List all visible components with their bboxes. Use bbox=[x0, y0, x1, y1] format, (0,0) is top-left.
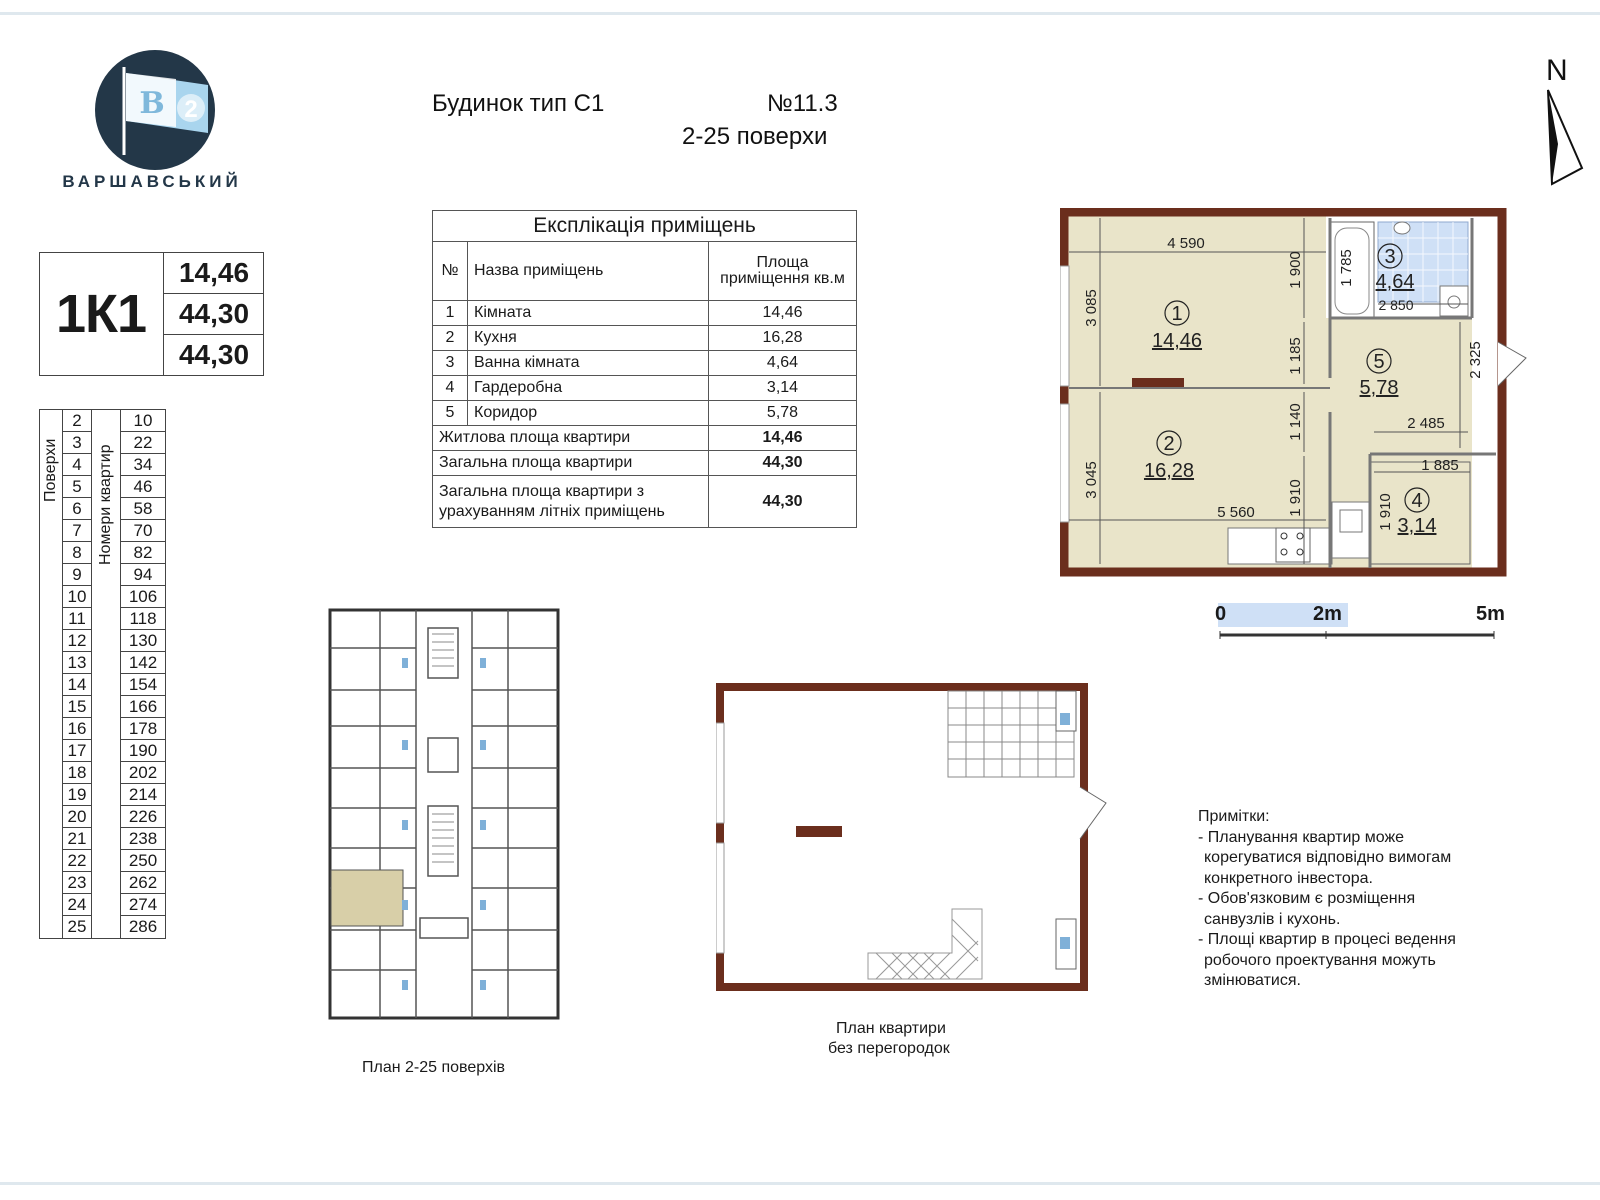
room-area: 16,28 bbox=[709, 326, 857, 351]
note-line: - Обов'язковим є розміщення bbox=[1198, 890, 1416, 907]
room-name: Кухня bbox=[468, 326, 709, 351]
summer-area-value: 44,30 bbox=[709, 476, 857, 528]
apartment-code: 1К1 bbox=[55, 284, 147, 344]
floor-number: 25 bbox=[67, 916, 87, 936]
room-3-number: 3 bbox=[1384, 246, 1396, 268]
apartments-label: Номери квартир bbox=[97, 444, 114, 565]
room-area: 14,46 bbox=[709, 301, 857, 326]
building-type: Будинок тип С1 bbox=[432, 90, 605, 117]
floor-number: 6 bbox=[63, 498, 91, 520]
summer-area-label: Загальна площа квартири з урахуванням літніх приміщень bbox=[433, 476, 709, 528]
floor-number: 9 bbox=[63, 564, 91, 586]
north-label: N bbox=[1546, 54, 1568, 87]
floor-number: 11 bbox=[63, 608, 91, 630]
scale-label-2m: 2m bbox=[1313, 603, 1342, 625]
dim-text: 1 910 bbox=[1377, 493, 1394, 531]
open-plan bbox=[716, 683, 1116, 993]
room-area: 4,64 bbox=[709, 351, 857, 376]
apartment-plan bbox=[1060, 208, 1540, 578]
dim-text: 5 560 bbox=[1217, 504, 1255, 521]
col-no-header: № bbox=[433, 242, 468, 301]
floor-number: 23 bbox=[63, 872, 91, 894]
apartment-number: 190 bbox=[121, 740, 165, 762]
summary-summer-area: 44,30 bbox=[178, 339, 250, 370]
living-area-value: 14,46 bbox=[709, 426, 857, 451]
notes bbox=[1198, 807, 1578, 992]
total-area-label: Загальна площа квартири bbox=[433, 451, 709, 476]
apartments-label-column bbox=[92, 410, 121, 938]
apartment-number: 58 bbox=[121, 498, 165, 520]
floor-number: 7 bbox=[63, 520, 91, 542]
floor-number: 18 bbox=[63, 762, 91, 784]
dim-text: 1 785 bbox=[1338, 249, 1355, 287]
apartment-number: 238 bbox=[121, 828, 165, 850]
scale-label-0: 0 bbox=[1215, 603, 1227, 625]
floor-number: 10 bbox=[63, 586, 91, 608]
floors-table bbox=[39, 409, 166, 939]
total-area-value: 44,30 bbox=[709, 451, 857, 476]
floor-number: 8 bbox=[63, 542, 91, 564]
apartment-number: 106 bbox=[121, 586, 165, 608]
room-5-number: 5 bbox=[1373, 351, 1385, 373]
floor-number: 17 bbox=[63, 740, 91, 762]
room-5-area: 5,78 bbox=[1359, 377, 1399, 399]
summary-values bbox=[163, 253, 264, 375]
floor-number: 22 bbox=[63, 850, 91, 872]
dim-text: 2 485 bbox=[1407, 415, 1445, 432]
dim-text: 2 325 bbox=[1467, 341, 1484, 379]
apartment-number: 130 bbox=[121, 630, 165, 652]
room-4-number: 4 bbox=[1411, 490, 1423, 512]
logo bbox=[90, 45, 220, 175]
dim-text: 1 900 bbox=[1287, 251, 1304, 289]
dim-text: 4 590 bbox=[1167, 235, 1205, 252]
scale-label-5m: 5m bbox=[1476, 603, 1505, 625]
floor-number: 16 bbox=[63, 718, 91, 740]
floor-number: 12 bbox=[63, 630, 91, 652]
col-area-header: Площа приміщення кв.м bbox=[709, 242, 857, 301]
col-name-header: Назва приміщень bbox=[468, 242, 709, 301]
compass bbox=[1538, 48, 1588, 188]
bottom-frame-line bbox=[0, 1182, 1600, 1185]
dim-text: 1 140 bbox=[1287, 403, 1304, 441]
apartment-number: 274 bbox=[121, 894, 165, 916]
apartment-number: 22 bbox=[121, 432, 165, 454]
room-name: Гардеробна bbox=[468, 376, 709, 401]
apartment-number: 226 bbox=[121, 806, 165, 828]
floor-number: 20 bbox=[63, 806, 91, 828]
dim-text: 3 085 bbox=[1083, 289, 1100, 327]
apartment-number: 250 bbox=[121, 850, 165, 872]
floor-number: 15 bbox=[63, 696, 91, 718]
room-no: 3 bbox=[433, 351, 468, 376]
note-line: конкретного інвестора. bbox=[1204, 869, 1373, 887]
room-no: 2 bbox=[433, 326, 468, 351]
open-plan-caption-1: План квартири bbox=[836, 1020, 946, 1037]
floor-number: 21 bbox=[63, 828, 91, 850]
room-no: 5 bbox=[433, 401, 468, 426]
floors-column bbox=[63, 410, 92, 938]
explication-table bbox=[432, 210, 857, 528]
logo-digit: 2 bbox=[184, 96, 198, 123]
apartment-number: 46 bbox=[121, 476, 165, 498]
apartment-number: 82 bbox=[121, 542, 165, 564]
room-2-area: 16,28 bbox=[1143, 460, 1195, 482]
room-name: Коридор bbox=[468, 401, 709, 426]
apartment-number: 118 bbox=[121, 608, 165, 630]
apartment-number: 142 bbox=[121, 652, 165, 674]
floors-range: 2-25 поверхи bbox=[682, 123, 828, 150]
apartments-column bbox=[121, 410, 165, 938]
room-4-area: 3,14 bbox=[1397, 515, 1437, 537]
floor-number: 13 bbox=[63, 652, 91, 674]
apartment-number: 154 bbox=[121, 674, 165, 696]
floor-number: 5 bbox=[63, 476, 91, 498]
apartment-number: 178 bbox=[121, 718, 165, 740]
room-no: 4 bbox=[433, 376, 468, 401]
note-line: робочого проектування можуть bbox=[1204, 951, 1436, 969]
scale-bar bbox=[1218, 603, 1504, 645]
apartment-number: 70 bbox=[121, 520, 165, 542]
summary-total-area: 44,30 bbox=[164, 294, 264, 335]
summary-living-area: 14,46 bbox=[164, 253, 264, 294]
dim-text: 1 885 bbox=[1421, 457, 1459, 474]
logo-wordmark: ВАРШАВСЬКИЙ bbox=[62, 172, 242, 191]
floors-label: Поверхи bbox=[42, 438, 59, 502]
room-name: Ванна кімната bbox=[468, 351, 709, 376]
room-name: Кімната bbox=[468, 301, 709, 326]
dim-text: 2 850 bbox=[1378, 297, 1414, 313]
living-area-label: Житлова площа квартири bbox=[433, 426, 709, 451]
apartment-number: 10 bbox=[121, 410, 165, 432]
notes-title: Примітки: bbox=[1198, 808, 1270, 825]
room-area: 3,14 bbox=[709, 376, 857, 401]
apartment-number: 202 bbox=[121, 762, 165, 784]
apartment-number: 286 bbox=[128, 916, 158, 936]
room-3-area: 4,64 bbox=[1375, 271, 1415, 293]
note-line: - Планування квартир може bbox=[1198, 828, 1405, 846]
floor-number: 2 bbox=[63, 410, 91, 432]
floor-number: 14 bbox=[63, 674, 91, 696]
open-plan-caption-2: без перегородок bbox=[828, 1040, 950, 1057]
typical-floor-plan bbox=[328, 608, 560, 1020]
note-line: корегуватися відповідно вимогам bbox=[1204, 849, 1452, 866]
apartment-number: 166 bbox=[121, 696, 165, 718]
apartment-number: 94 bbox=[121, 564, 165, 586]
floor-number: 24 bbox=[63, 894, 91, 916]
floor-number: 3 bbox=[63, 432, 91, 454]
note-line: - Площі квартир в процесі ведення bbox=[1198, 931, 1456, 948]
room-2-number: 2 bbox=[1163, 433, 1175, 455]
room-no: 1 bbox=[433, 301, 468, 326]
room-1-number: 1 bbox=[1171, 303, 1183, 325]
floor-number: 19 bbox=[63, 784, 91, 806]
apartment-number: 34 bbox=[121, 454, 165, 476]
explication-title: Експлікація приміщень bbox=[433, 211, 857, 242]
floors-label-column bbox=[40, 410, 63, 938]
room-1-area: 14,46 bbox=[1151, 330, 1203, 352]
apartment-number: 262 bbox=[121, 872, 165, 894]
note-line: санвузлів і кухонь. bbox=[1204, 910, 1341, 928]
dim-text: 1 185 bbox=[1287, 337, 1304, 375]
building-number: №11.3 bbox=[767, 90, 838, 117]
apartment-number: 214 bbox=[121, 784, 165, 806]
dim-text: 3 045 bbox=[1083, 461, 1100, 499]
logo-letter: B bbox=[139, 86, 165, 121]
top-frame-line bbox=[0, 12, 1600, 15]
floor-number: 4 bbox=[63, 454, 91, 476]
apartment-summary bbox=[39, 252, 264, 376]
note-line: змінюватися. bbox=[1204, 972, 1301, 989]
room-area: 5,78 bbox=[709, 401, 857, 426]
floor-plan-caption: План 2-25 поверхів bbox=[362, 1059, 506, 1076]
dim-text: 1 910 bbox=[1287, 479, 1304, 517]
